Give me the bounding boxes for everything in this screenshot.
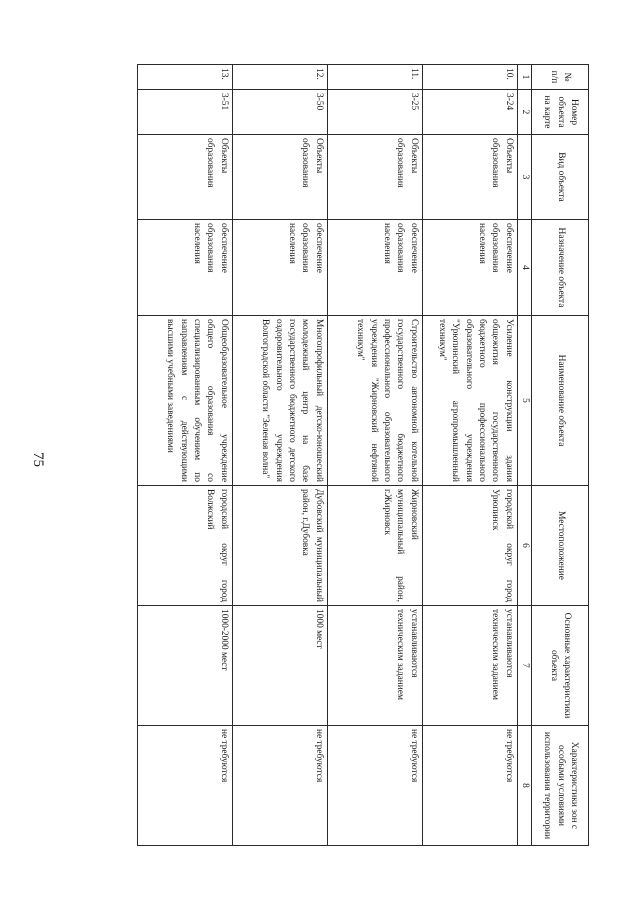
row-index: 12.: [232, 65, 327, 90]
object-location: Дубовский муниципальный район, г.Дубовка: [232, 486, 327, 606]
map-number: 3-50: [232, 90, 327, 135]
object-location: городской округ город Урюпинск: [422, 486, 517, 606]
table-header: [517, 65, 588, 846]
object-characteristics: устанавливаются техническим заданием: [327, 606, 422, 726]
object-type: Объекты образования: [137, 135, 232, 220]
zone-characteristics: не требуются: [327, 726, 422, 846]
col-number: 2: [517, 90, 531, 135]
object-characteristics: 1000-2000 мест: [137, 606, 232, 726]
map-number: 3-24: [422, 90, 517, 135]
map-number: 3-25: [327, 90, 422, 135]
table-row: [327, 65, 422, 846]
object-characteristics: 1000 мест: [232, 606, 327, 726]
object-type: Объекты образования: [327, 135, 422, 220]
table-body: [137, 65, 517, 846]
row-index: 10.: [422, 65, 517, 90]
header-cell-characteristics: Основные характеристики объекта: [532, 606, 589, 726]
col-number: 4: [517, 220, 531, 316]
rotated-table-container: [108, 64, 589, 845]
col-number: 5: [517, 316, 531, 486]
zone-characteristics: не требуются: [232, 726, 327, 846]
header-cell-num: № п/п: [532, 65, 589, 90]
col-number: 6: [517, 486, 531, 606]
object-type: Объекты образования: [232, 135, 327, 220]
table-row: [232, 65, 327, 846]
object-name: Усиление конструкции здания общежития государственного бюджетного профессионального образовательного учреждения "Урюпинский агропромышленный техникум": [422, 316, 517, 486]
objects-table: [137, 64, 589, 846]
header-cell-name: Наименование объекта: [532, 316, 589, 486]
header-cell-type: Вид объекта: [532, 135, 589, 220]
zone-characteristics: не требуются: [422, 726, 517, 846]
zone-characteristics: не требуются: [137, 726, 232, 846]
header-cell-location: Местоположение: [532, 486, 589, 606]
object-name: Общеобразовательное учреждение общего образования со специализированным обучением по направлениям с действующими высшими учебными заведениями: [137, 316, 232, 486]
col-number: 1: [517, 65, 531, 90]
object-location: Жирновский муниципальный район, г.Жирновск: [327, 486, 422, 606]
header-cell-purpose: Назначение объекта: [532, 220, 589, 316]
row-index: 13.: [137, 65, 232, 90]
header-cell-map-no: Номер объекта на карте: [532, 90, 589, 135]
table-row: [137, 65, 232, 846]
page-number: 75: [30, 452, 46, 467]
object-name: Строительство автономной котельной государственного бюджетного профессионального образовательного учреждения "Жирновский нефтяной техникум": [327, 316, 422, 486]
object-purpose: обеспечение образования населения: [327, 220, 422, 316]
object-type: Объекты образования: [422, 135, 517, 220]
row-index: 11.: [327, 65, 422, 90]
object-purpose: обеспечение образования населения: [137, 220, 232, 316]
map-number: 3-51: [137, 90, 232, 135]
col-number: 8: [517, 726, 531, 846]
object-purpose: обеспечение образования населения: [422, 220, 517, 316]
object-purpose: обеспечение образования населения: [232, 220, 327, 316]
col-number: 3: [517, 135, 531, 220]
column-number-row: [517, 65, 531, 846]
table-row: [422, 65, 517, 846]
object-name: Многопрофильный детско-юношеский молодежный центр на базе государственного бюджетного детского оздоровительного учреждения Волгоградской области "Зеленая волна": [232, 316, 327, 486]
header-cell-zones: Характеристики зон с особыми условиями использования территории: [532, 726, 589, 846]
col-number: 7: [517, 606, 531, 726]
object-location: городской округ город Волжский: [137, 486, 232, 606]
object-characteristics: устанавливаются техническим заданием: [422, 606, 517, 726]
